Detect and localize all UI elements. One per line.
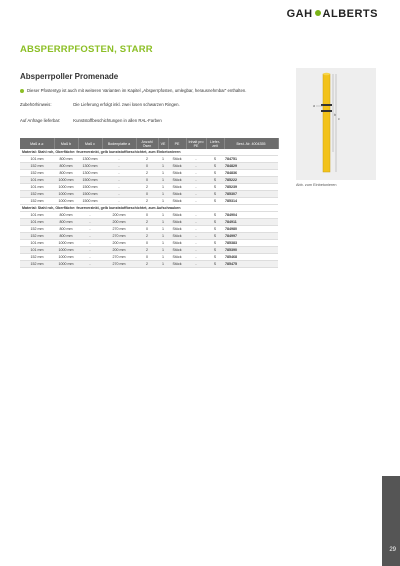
table-cell: S <box>206 191 224 198</box>
table-cell: 800 mm <box>54 156 78 163</box>
table-cell: Stück <box>168 212 186 219</box>
table-cell: Stück <box>168 240 186 247</box>
table-cell: 2 <box>136 233 158 240</box>
col-header: Maß c <box>78 138 102 149</box>
table-cell: 1500 mm <box>78 184 102 191</box>
table-cell: 270 mm <box>102 226 136 233</box>
table-cell: 1000 mm <box>54 177 78 184</box>
table-cell: - <box>102 184 136 191</box>
table-cell: - <box>186 233 206 240</box>
table-cell: S <box>206 226 224 233</box>
table-cell: 2 <box>136 247 158 254</box>
table-cell: - <box>186 177 206 184</box>
info-on-request <box>20 118 162 123</box>
table-cell: 152 mm <box>20 233 54 240</box>
table-cell: - <box>78 233 102 240</box>
table-row <box>20 219 278 226</box>
table-cell: S <box>206 198 224 205</box>
table-cell: 2 <box>136 156 158 163</box>
table-cell: Stück <box>168 184 186 191</box>
table-cell: 1 <box>158 156 168 163</box>
brand-left: GAH <box>286 8 313 20</box>
table-cell: 0 <box>136 240 158 247</box>
table-cell: 152 mm <box>20 163 54 170</box>
table-cell: - <box>186 191 206 198</box>
bullet-text: Dieser Pfostentyp ist auch mit weiteren Varianten im Kapitel „Absperrpfosten, umlegbar, herausnehmbar“ enthalten. <box>27 88 247 93</box>
article-number: 784911 <box>224 219 278 226</box>
table-cell: Stück <box>168 226 186 233</box>
table-cell: 200 mm <box>102 212 136 219</box>
ring-lower <box>321 110 332 112</box>
info-accessory <box>20 102 180 107</box>
table-cell: S <box>206 184 224 191</box>
table-cell: 152 mm <box>20 198 54 205</box>
table-cell: Stück <box>168 156 186 163</box>
col-header: VE <box>158 138 168 149</box>
table-cell: 0 <box>136 177 158 184</box>
label-c: c <box>338 117 340 121</box>
info-text: Die Lieferung erfolgt inkl. zwei losen schwarzen Ringen. <box>73 102 180 107</box>
logo-dot-icon <box>315 10 321 16</box>
table-cell: - <box>78 240 102 247</box>
table-cell: 101 mm <box>20 212 54 219</box>
table-cell: Stück <box>168 163 186 170</box>
table-cell: 2 <box>136 198 158 205</box>
table-cell: S <box>206 212 224 219</box>
table-cell: 1000 mm <box>54 254 78 261</box>
table-cell: 152 mm <box>20 170 54 177</box>
table-cell: 1 <box>158 184 168 191</box>
table-cell: 270 mm <box>102 254 136 261</box>
table-cell: 1300 mm <box>78 156 102 163</box>
brand-right: ALBERTS <box>322 8 378 20</box>
col-header: Maß b <box>54 138 78 149</box>
image-caption: Abb. zum Einbetonieren <box>296 183 337 187</box>
product-image <box>296 68 376 180</box>
article-number: 784904 <box>224 212 278 219</box>
label-a: a <box>313 104 315 108</box>
table-cell: 1000 mm <box>54 191 78 198</box>
table-cell: 200 mm <box>102 219 136 226</box>
table-row <box>20 247 278 254</box>
table-cell: S <box>206 219 224 226</box>
table-cell: 800 mm <box>54 233 78 240</box>
table-cell: - <box>102 198 136 205</box>
table-cell: 1500 mm <box>78 177 102 184</box>
bullet-icon <box>20 89 24 93</box>
table-cell: - <box>78 212 102 219</box>
table-cell: 2 <box>136 170 158 177</box>
table-cell: 2 <box>136 219 158 226</box>
page-tab <box>382 476 400 566</box>
table-cell: 1 <box>158 191 168 198</box>
table-cell: Stück <box>168 247 186 254</box>
table-cell: 152 mm <box>20 191 54 198</box>
label-b: b <box>334 113 336 117</box>
section-row <box>20 205 278 212</box>
table-cell: S <box>206 261 224 268</box>
table-cell: 1 <box>158 254 168 261</box>
table-cell: S <box>206 177 224 184</box>
table-cell: - <box>102 163 136 170</box>
table-cell: Stück <box>168 261 186 268</box>
table-cell: 0 <box>136 191 158 198</box>
col-header: Liefer-zeit <box>206 138 224 149</box>
table-cell: 101 mm <box>20 184 54 191</box>
table-cell: 800 mm <box>54 170 78 177</box>
table-cell: 800 mm <box>54 219 78 226</box>
table-cell: 1 <box>158 170 168 177</box>
table-cell: 152 mm <box>20 226 54 233</box>
table-cell: S <box>206 163 224 170</box>
table-cell: 101 mm <box>20 177 54 184</box>
article-number: 785239 <box>224 184 278 191</box>
table-cell: 1 <box>158 163 168 170</box>
table-cell: 1500 mm <box>78 191 102 198</box>
table-cell: 1 <box>158 261 168 268</box>
table-header-row <box>20 138 278 149</box>
table-cell: Stück <box>168 254 186 261</box>
table-row <box>20 170 278 177</box>
info-label: Auf Anfrage lieferbar: <box>20 118 61 123</box>
table-cell: 1300 mm <box>78 170 102 177</box>
table-cell: 2 <box>136 261 158 268</box>
table-cell: 270 mm <box>102 261 136 268</box>
table-row <box>20 261 278 268</box>
table-cell: Stück <box>168 233 186 240</box>
table-cell: 1000 mm <box>54 198 78 205</box>
table-cell: 200 mm <box>102 240 136 247</box>
table-cell: 1 <box>158 247 168 254</box>
table-cell: 101 mm <box>20 247 54 254</box>
table-cell: 152 mm <box>20 261 54 268</box>
table-cell: S <box>206 170 224 177</box>
table-cell: 800 mm <box>54 163 78 170</box>
table-row <box>20 233 278 240</box>
table-cell: 1 <box>158 198 168 205</box>
table-cell: - <box>78 254 102 261</box>
table-cell: S <box>206 233 224 240</box>
table-cell: - <box>186 212 206 219</box>
table-cell: 0 <box>136 212 158 219</box>
table-cell: 1000 mm <box>54 247 78 254</box>
table-cell: 1000 mm <box>54 240 78 247</box>
section-title: Material: Stahl roh, Oberfläche: feuerverzinkt, gelb kunststoffbeschichtet, zum Aufschrauben <box>20 205 278 212</box>
col-header: PE <box>168 138 186 149</box>
table-cell: - <box>102 191 136 198</box>
article-number: 785307 <box>224 191 278 198</box>
article-number: 785475 <box>224 261 278 268</box>
table-cell: 1300 mm <box>78 163 102 170</box>
article-number: 785314 <box>224 198 278 205</box>
table-cell: 1500 mm <box>78 198 102 205</box>
table-cell: 152 mm <box>20 254 54 261</box>
table-cell: 1000 mm <box>54 261 78 268</box>
post-cap <box>323 73 330 75</box>
table-cell: 1 <box>158 233 168 240</box>
table-cell: - <box>78 247 102 254</box>
table-cell: - <box>186 156 206 163</box>
bollard-drawing <box>296 68 376 180</box>
table-cell: Stück <box>168 170 186 177</box>
table-row <box>20 177 278 184</box>
table-cell: - <box>186 184 206 191</box>
article-number: 784997 <box>224 233 278 240</box>
col-header: Best.-Nr. 4004355 <box>224 138 278 149</box>
table-cell: - <box>102 177 136 184</box>
table-cell: Stück <box>168 219 186 226</box>
table-cell: 0 <box>136 163 158 170</box>
table-cell: 101 mm <box>20 219 54 226</box>
ring-upper <box>321 104 332 106</box>
table-cell: 2 <box>136 184 158 191</box>
table-cell: Stück <box>168 198 186 205</box>
table-cell: 1 <box>158 219 168 226</box>
table-cell: 0 <box>136 226 158 233</box>
table-cell: - <box>186 261 206 268</box>
article-number: 785222 <box>224 177 278 184</box>
table-row <box>20 240 278 247</box>
table-cell: 1 <box>158 177 168 184</box>
table-cell: S <box>206 254 224 261</box>
table-cell: 1000 mm <box>54 184 78 191</box>
table-cell: S <box>206 247 224 254</box>
article-number: 784751 <box>224 156 278 163</box>
info-text: Kunststoffbeschichtungen in allen RAL-Farben <box>73 118 162 123</box>
col-header: Bodenplatte a <box>102 138 136 149</box>
table-row <box>20 212 278 219</box>
table-cell: 101 mm <box>20 156 54 163</box>
table-cell: - <box>186 254 206 261</box>
table-cell: 0 <box>136 254 158 261</box>
table-cell: - <box>186 219 206 226</box>
table-row <box>20 191 278 198</box>
table-cell: 200 mm <box>102 247 136 254</box>
table-cell: 1 <box>158 226 168 233</box>
col-header: Maß a ⌀ <box>20 138 54 149</box>
table-cell: 800 mm <box>54 212 78 219</box>
table-row <box>20 254 278 261</box>
bullet-note <box>20 88 246 93</box>
page-number: 29 <box>389 547 396 553</box>
article-number: 784829 <box>224 163 278 170</box>
table-cell: Stück <box>168 177 186 184</box>
table-cell: - <box>102 170 136 177</box>
table-cell: - <box>186 163 206 170</box>
table-cell: 800 mm <box>54 226 78 233</box>
table-cell: 1 <box>158 212 168 219</box>
table-body <box>20 149 278 268</box>
table-cell: 270 mm <box>102 233 136 240</box>
article-number: 784836 <box>224 170 278 177</box>
section-title: Material: Stahl roh, Oberfläche: feuerverzinkt, gelb kunststoffbeschichtet, zum Einbetonieren <box>20 149 278 156</box>
product-subtitle: Absperrpoller Promenade <box>20 72 119 81</box>
table-cell: S <box>206 240 224 247</box>
article-number: 785390 <box>224 247 278 254</box>
table-cell: Stück <box>168 191 186 198</box>
table-row <box>20 198 278 205</box>
article-number: 785383 <box>224 240 278 247</box>
table-row <box>20 156 278 163</box>
table-cell: - <box>186 226 206 233</box>
table-row <box>20 184 278 191</box>
table-cell: 1 <box>158 240 168 247</box>
col-header: Inhalt pro PE <box>186 138 206 149</box>
table-row <box>20 163 278 170</box>
table-cell: 101 mm <box>20 240 54 247</box>
table-cell: - <box>186 170 206 177</box>
article-number: 785468 <box>224 254 278 261</box>
table-cell: - <box>186 240 206 247</box>
table-cell: - <box>78 226 102 233</box>
table-cell: - <box>186 198 206 205</box>
post-body <box>323 74 330 172</box>
table-cell: - <box>186 247 206 254</box>
table-cell: - <box>102 156 136 163</box>
table-cell: - <box>78 261 102 268</box>
table-cell: S <box>206 156 224 163</box>
table-row <box>20 226 278 233</box>
page-title: ABSPERRPFOSTEN, STARR <box>20 44 153 55</box>
brand-logo <box>287 8 378 20</box>
table-cell: - <box>78 219 102 226</box>
col-header: Anzahl Ösen <box>136 138 158 149</box>
article-number: 784980 <box>224 226 278 233</box>
product-table <box>20 138 279 268</box>
info-label: Zubehörhinweis: <box>20 102 52 107</box>
